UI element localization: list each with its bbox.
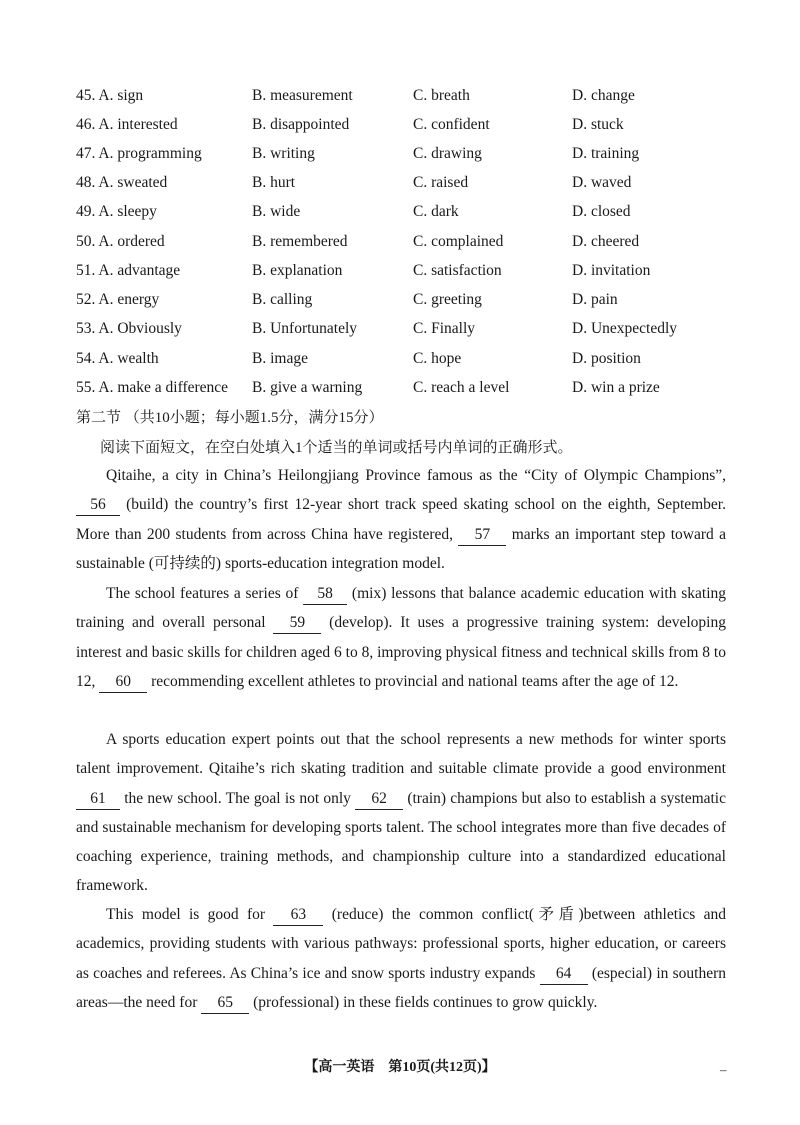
option-b: B. measurement [252,87,353,104]
option-d: D. cheered [572,233,640,250]
option-d: D. stuck [572,116,624,133]
option-a: 50. A. ordered [76,233,165,250]
option-a: 52. A. energy [76,291,160,308]
passage-text: recommending excellent athletes to provincial and national teams after the age of 12. [147,672,679,690]
option-row-49 [0,200,800,224]
passage-text: (especial) in southern areas—the need for [76,964,726,1011]
option-row-55 [0,376,800,400]
passage-paragraph-3 [76,725,726,901]
passage-text: (develop). It uses a progressive training system: developing interest and basic skills for children aged 6 to 8, improving physical fitness and technical skills from 8 to 12, [76,614,726,690]
blank-59[interactable]: 59 [273,613,321,634]
blank-62[interactable]: 62 [355,789,403,810]
passage-text: A sports education expert points out that the school represents a new methods for winter sports talent improvement. Qitaihe’s rich skating tradition and suitable climate provide a good environment [76,731,726,778]
passage-paragraph-1 [76,461,726,578]
passage-text: (professional) in these fields continues to grow quickly. [249,993,598,1011]
option-d: D. win a prize [572,379,660,396]
option-a: 55. A. make a difference [76,379,229,396]
option-a: 47. A. programming [76,145,202,162]
option-c: C. complained [413,233,504,250]
option-d: D. training [572,145,640,162]
passage-text: The school features a series of [106,585,304,602]
page-footer: 【高一英语 第10页(共12页)】 [304,1060,496,1075]
option-d: D. pain [572,291,618,308]
passage-paragraph-2 [76,579,726,696]
blank-60[interactable]: 60 [99,672,147,693]
passage-text: (reduce) the common conflict(矛盾)between athletics and academics, providing students with various pathways: professional sports, higher education, or careers as coaches and referees. As China’s ice and snow sports industry expands [76,906,726,982]
option-c: C. Finally [413,320,476,337]
option-c: C. breath [413,87,470,104]
blank-58[interactable]: 58 [303,584,347,605]
option-b: B. disappointed [252,116,350,133]
option-b: B. wide [252,203,301,220]
option-row-48 [0,171,800,195]
option-b: B. Unfortunately [252,320,358,337]
option-a: 53. A. Obviously [76,320,182,337]
option-c: C. satisfaction [413,262,502,279]
option-a: 45. A. sign [76,87,144,104]
passage-text: (train) champions but also to establish a systematic and sustainable mechanism for developing sports talent. The school integrates more than five decades of coaching experience, training methods, and championship culture into a standardized educational framework. [76,789,726,895]
option-d: D. waved [572,174,632,191]
option-c: C. confident [413,116,490,133]
option-b: B. writing [252,145,315,162]
passage-paragraph-4 [76,900,726,1017]
option-row-45 [0,84,800,108]
blank-56[interactable]: 56 [76,495,120,516]
passage-text: the new school. The goal is not only [120,789,356,807]
blank-57[interactable]: 57 [458,525,506,546]
option-a: 48. A. sweated [76,174,168,191]
option-row-50 [0,230,800,254]
option-d: D. invitation [572,262,651,279]
corner-dash: – [720,1062,727,1077]
option-c: C. greeting [413,291,482,308]
option-a: 51. A. advantage [76,262,181,279]
option-a: 46. A. interested [76,116,178,133]
option-b: B. image [252,350,308,367]
blank-63[interactable]: 63 [273,905,323,926]
passage-text: Qitaihe, a city in China’s Heilongjiang Province famous as the “City of Olympic Champions”, [106,467,726,484]
option-a: 54. A. wealth [76,350,159,367]
section-instruction: 阅读下面短文，在空白处填入1个适当的单词或括号内单词的正确形式。 [100,440,573,456]
option-b: B. give a warning [252,379,363,396]
option-b: B. hurt [252,174,296,191]
passage-text: (mix) lessons that balance academic education with skating training and overall personal [76,585,726,632]
blank-65[interactable]: 65 [201,993,249,1014]
option-b: B. calling [252,291,313,308]
passage-text: (build) the country’s first 12-year short track speed skating school on the eighth, September. More than 200 students from across China have registered, [76,496,726,543]
option-row-46 [0,113,800,137]
option-b: B. explanation [252,262,343,279]
option-row-52 [0,288,800,312]
blank-61[interactable]: 61 [76,789,120,810]
option-row-54 [0,347,800,371]
option-row-51 [0,259,800,283]
option-d: D. change [572,87,635,104]
option-d: D. Unexpectedly [572,320,678,337]
section-heading: 第二节 （共10小题；每小题1.5分，满分15分） [76,410,384,426]
option-c: C. raised [413,174,469,191]
option-a: 49. A. sleepy [76,203,157,220]
passage-text: marks an important step toward a sustainable (可持续的) sports-education integration model. [76,525,726,572]
option-row-53 [0,317,800,341]
option-c: C. dark [413,203,459,220]
passage-text: This model is good for [106,906,274,923]
option-c: C. drawing [413,145,482,162]
option-d: D. closed [572,203,631,220]
option-c: C. reach a level [413,379,510,396]
option-c: C. hope [413,350,462,367]
option-b: B. remembered [252,233,348,250]
blank-64[interactable]: 64 [540,964,588,985]
option-d: D. position [572,350,641,367]
option-row-47 [0,142,800,166]
